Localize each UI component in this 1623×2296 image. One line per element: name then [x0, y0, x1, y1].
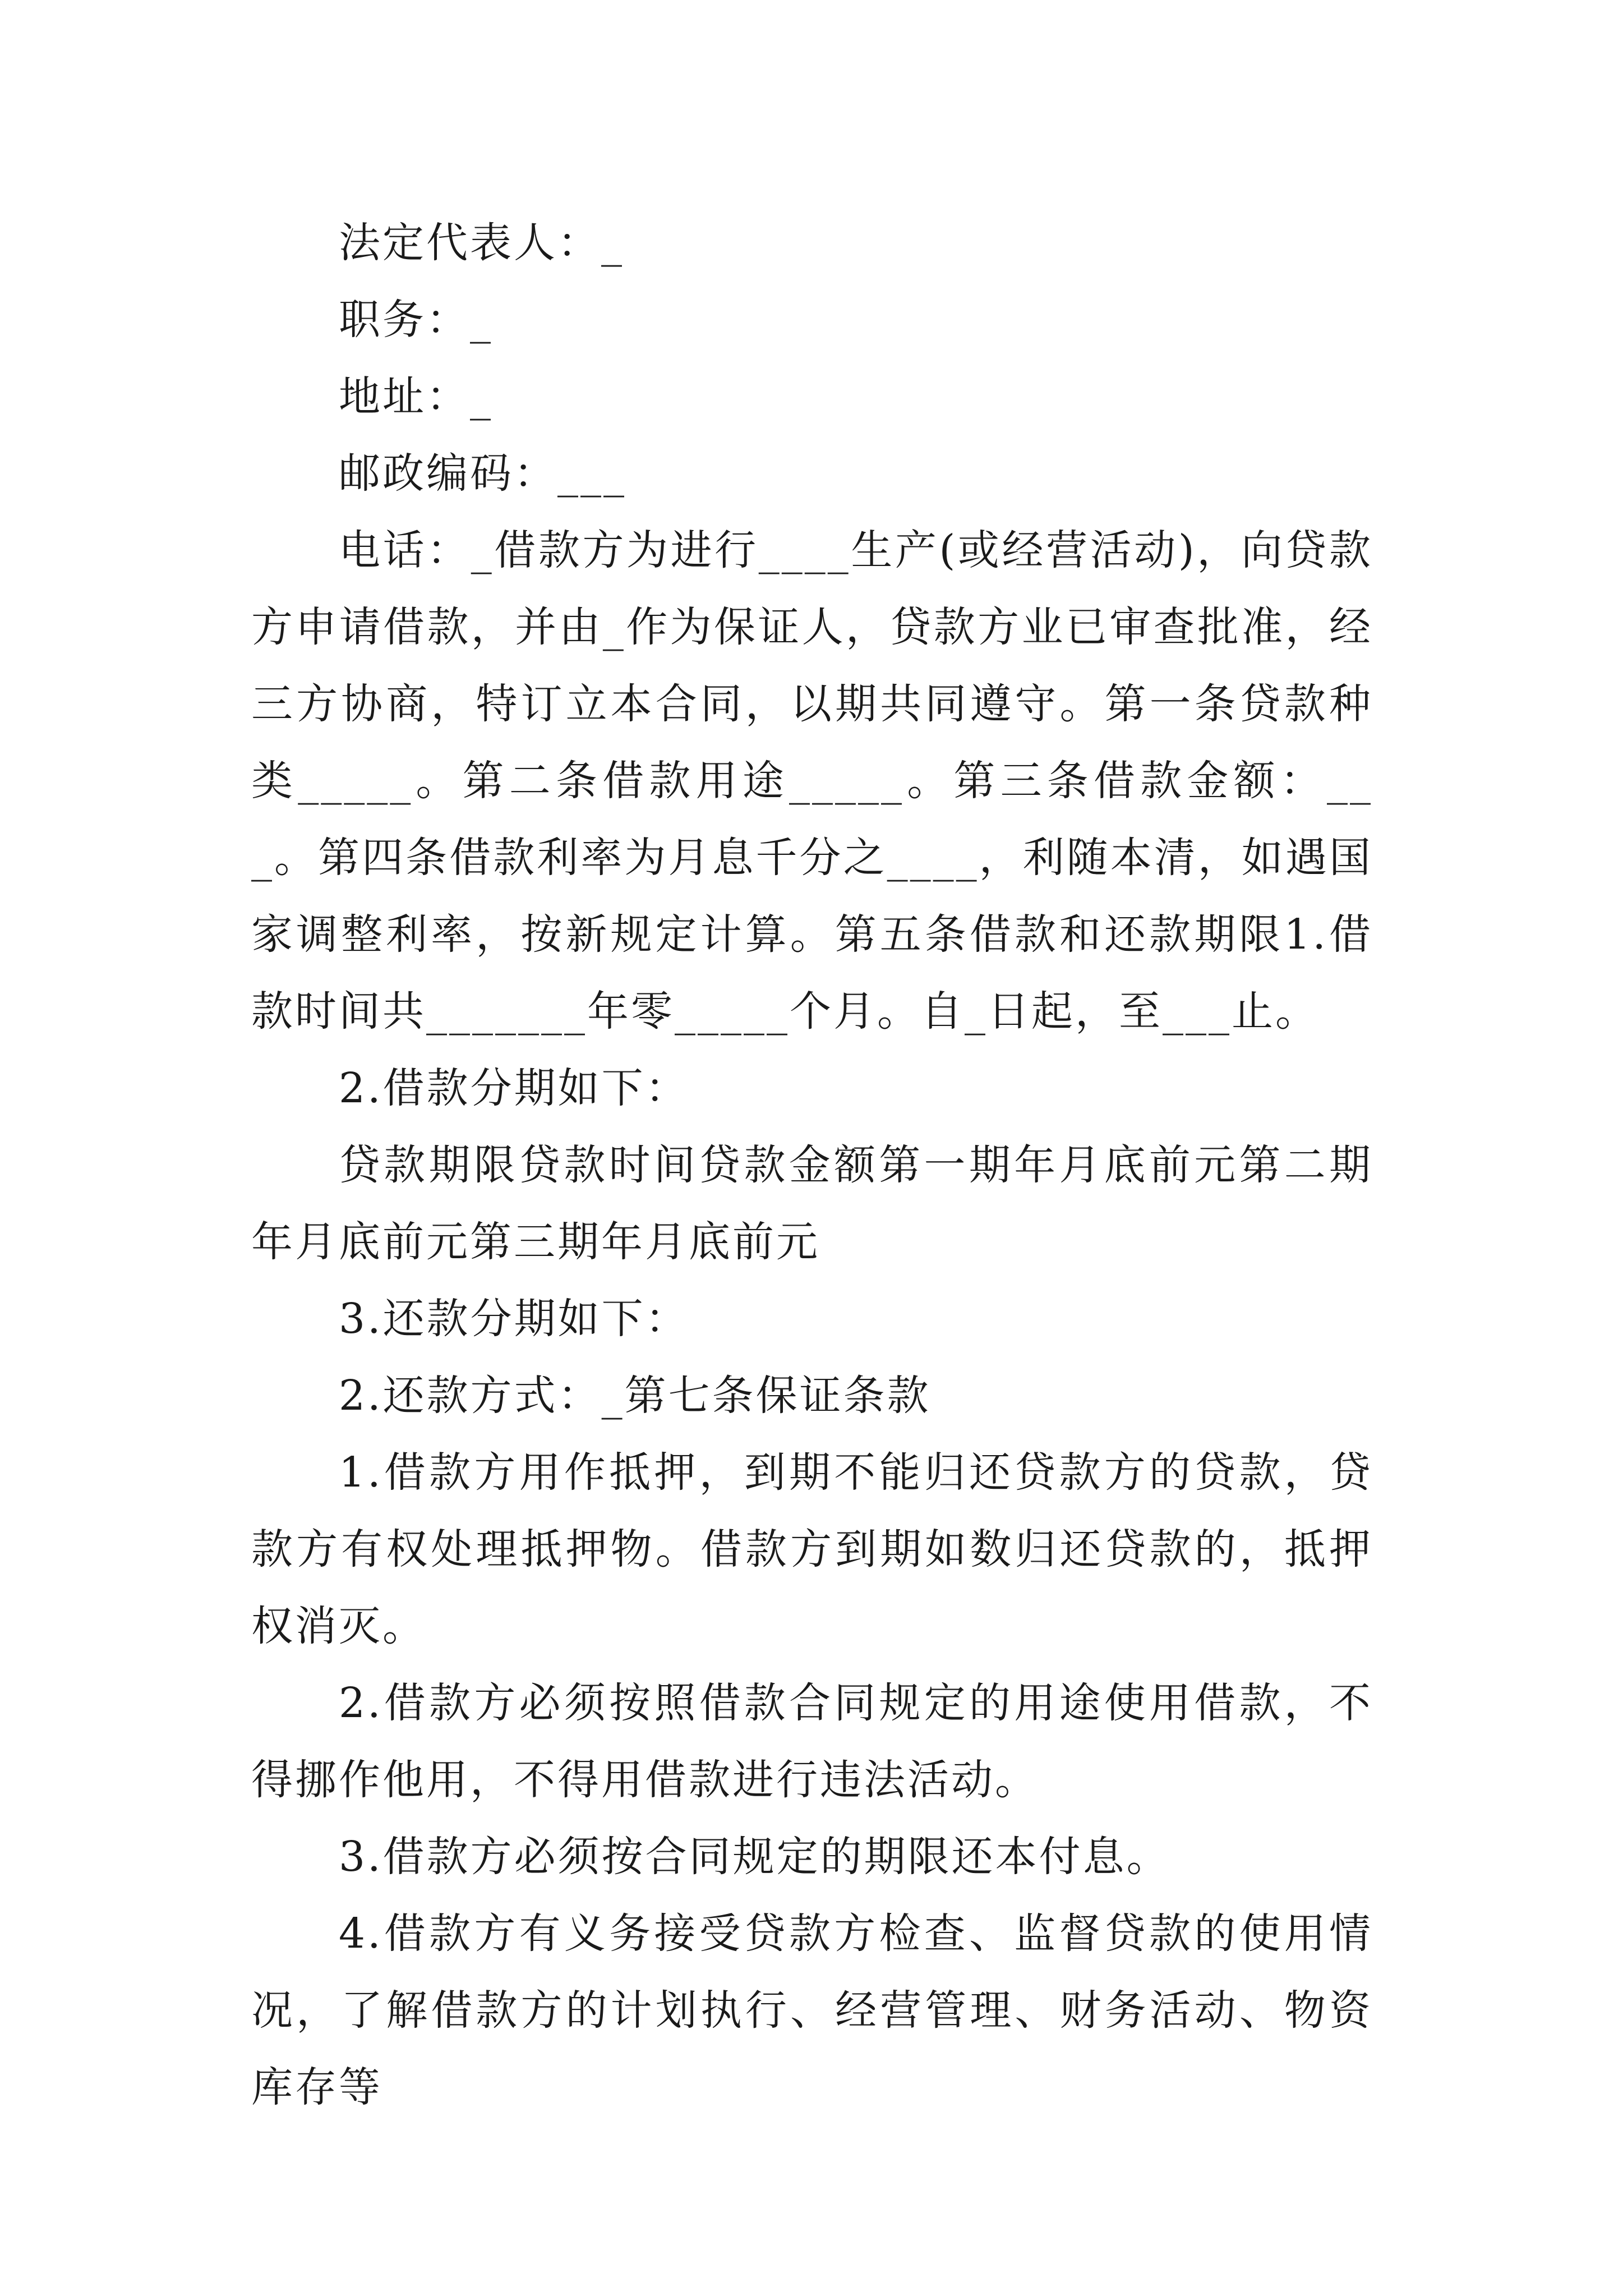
address-line: 地址：_ — [339, 372, 493, 421]
guarantee-clause-1: 1.借款方用作抵押，到期不能归还贷款方的贷款，贷款方有权处理抵押物。借款方到期如数归还贷款的，抵押权消灭。 — [251, 1448, 1373, 1650]
guarantee-clause-3: 3.借款方必须按合同规定的期限还本付息。 — [339, 1833, 1170, 1881]
repayment-installments-heading: 3.还款分期如下： — [339, 1295, 689, 1343]
guarantee-clause-4: 4.借款方有义务接受贷款方检查、监督贷款的使用情况，了解借款方的计划执行、经营管理、财务活动、物资库存等 — [251, 1910, 1373, 2111]
position-line: 职务：_ — [339, 296, 493, 344]
loan-installments-heading: 2.借款分期如下： — [339, 1064, 689, 1112]
postal-code-line: 邮政编码：___ — [339, 449, 626, 498]
repayment-method-line: 2.还款方式：_第七条保证条款 — [339, 1372, 931, 1420]
legal-representative-line: 法定代表人：_ — [339, 219, 624, 267]
phone-and-terms-paragraph: 电话：_借款方为进行____生产(或经营活动)，向贷款方申请借款，并由_作为保证人，贷款方业已审查批准，经三方协商，特订立本合同，以期共同遵守。第一条贷款种类_____。第二条借款用途_____。第三条借款金额：___。第四条借款利率为月息千分之____，利随本清，如遇国家调整利率，按新规定计算。第五条借款和还款期限1.借款时间共_______年零_____个月。自_日起，至___止。 — [251, 526, 1373, 1036]
document-body — [251, 205, 1373, 2126]
guarantee-clause-2: 2.借款方必须按照借款合同规定的用途使用借款，不得挪作他用，不得用借款进行违法活动。 — [251, 1679, 1373, 1804]
loan-installments-table-text: 贷款期限贷款时间贷款金额第一期年月底前元第二期年月底前元第三期年月底前元 — [251, 1141, 1373, 1266]
